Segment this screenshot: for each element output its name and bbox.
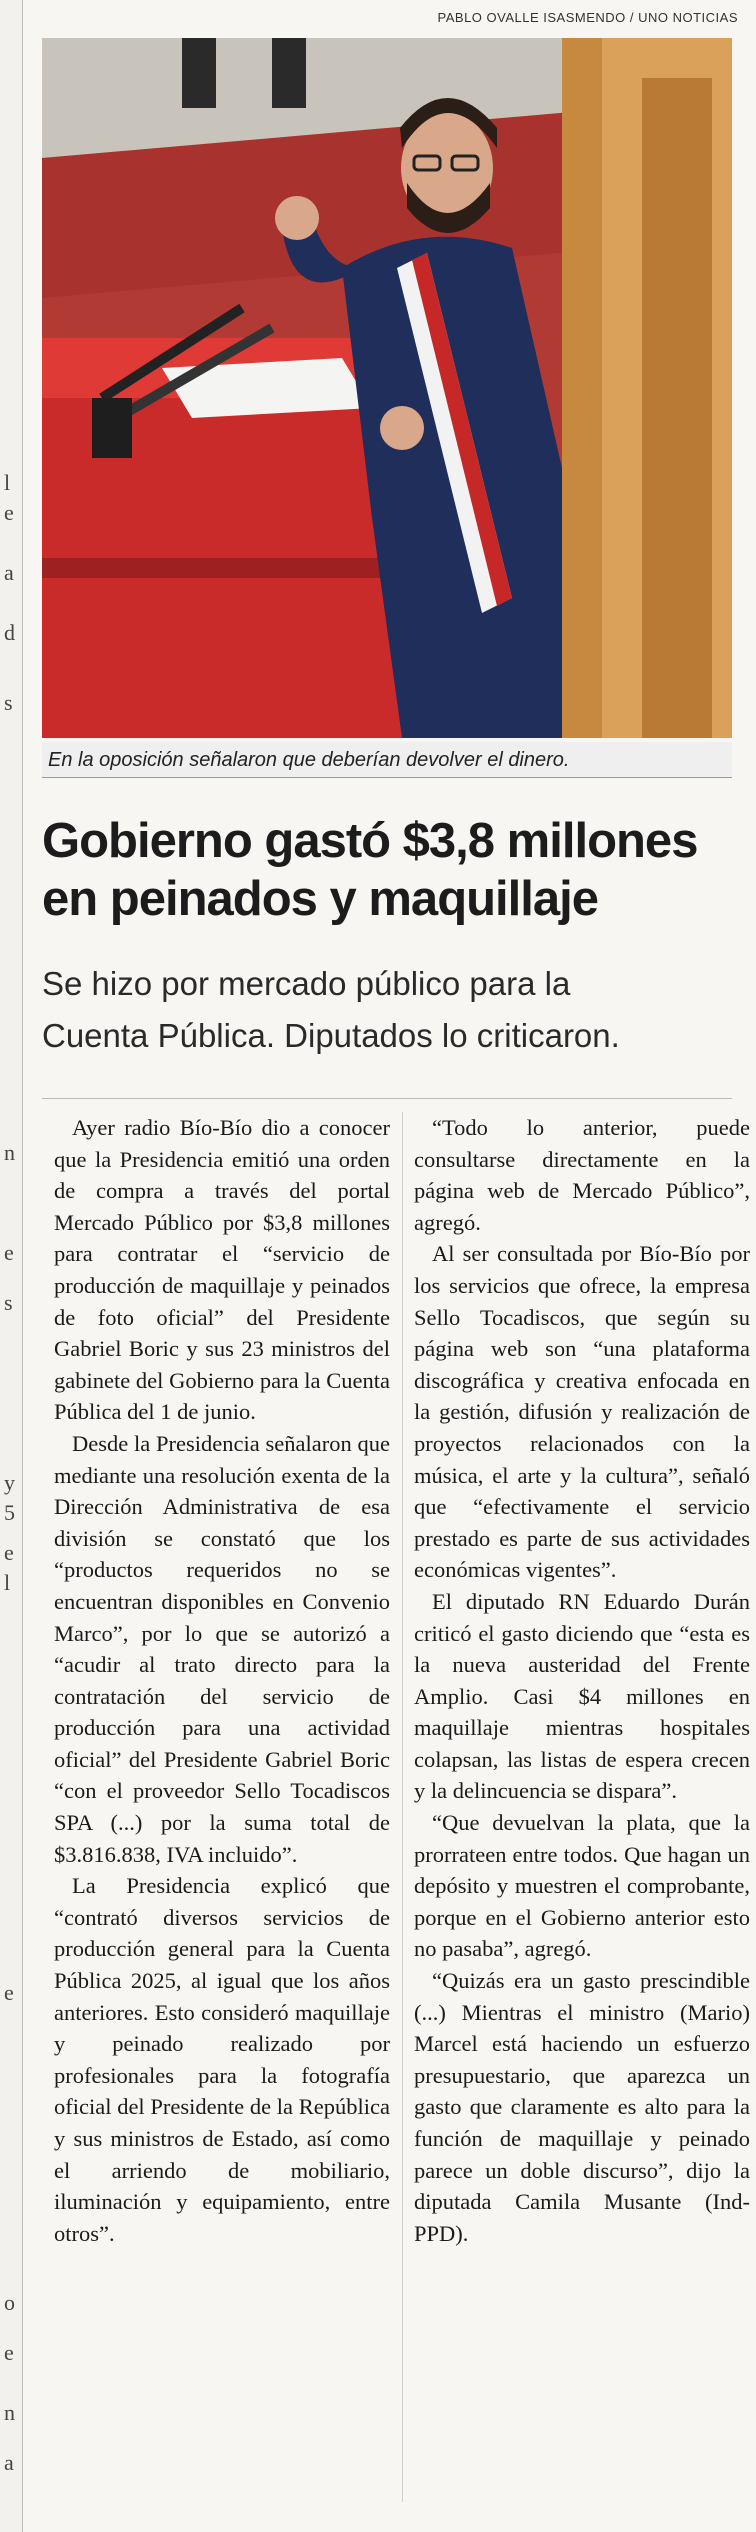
article-column-1 [54,1112,390,2512]
photo-credit: PABLO OVALLE ISASMENDO / UNO NOTICIAS [437,10,738,25]
margin-fragment: e [4,2340,14,2365]
paragraph: “Que devuelvan la plata, que la prorrateen entre todos. Que hagan un depósito y muestren el comprobante, porque en el Gobierno anterior esto no pasaba”, agregó. [414,1810,750,1962]
paragraph: El diputado RN Eduardo Durán criticó el gasto diciendo que “esta es la nueva austeridad del Frente Amplio. Casi $4 millones en maquillaje mientras hospitales colapsan, las listas de espera crecen y la delincuencia se dispara”. [414,1588,750,1804]
margin-fragment: a [4,2450,14,2475]
news-photo [42,38,732,738]
margin-fragment: d [4,620,15,645]
headline-line: en peinados y maquillaje [42,872,599,926]
article-column-2 [414,1112,750,2512]
paragraph: Ayer radio Bío-Bío dio a conocer que la Presidencia emitió una orden de compra a través del portal Mercado Público por $3,8 millones para contratar el “servicio de producción de maquillaje y peinados de foto oficial” del Presidente Gabriel Boric y sus 23 ministros del gabinete del Gobierno para la Cuenta Pública del 1 de junio. [54,1115,390,1425]
paragraph: La Presidencia explicó que “contrató diversos servicios de producción general para la Cuenta Pública 2025, al igual que los años anteriores. Esto consideró maquillaje y peinado realizado por profesionales para la fotografía oficial del Presidente de la República y sus ministros de Estado, así como el arriendo de mobiliario, iluminación y equipamiento, entre otros”. [54,1873,390,2246]
margin-fragment: 5 [4,1500,15,1525]
margin-fragment: e [4,1980,14,2005]
margin-fragment: n [4,1140,15,1165]
margin-fragment: a [4,560,14,585]
article-headline [42,812,742,928]
margin-fragment: e [4,1240,14,1265]
paragraph: Desde la Presidencia señalaron que mediante una resolución exenta de la Dirección Administrativa de esa división se constató que los “productos requeridos no se encuentran disponibles en Convenio Marco”, por lo que se autorizó a “acudir al trato directo para la contratación del servicio de producción para una actividad oficial” del Presidente Gabriel Boric “con el proveedor Sello Tocadiscos SPA (...) por la suma total de $3.816.838, IVA incluido”. [54,1430,390,1867]
paragraph: “Quizás era un gasto prescindible (...) Mientras el ministro (Mario) Marcel está haciendo un esfuerzo presupuestario, que aparezca un gasto que claramente es alto para la función de maquillaje y peinado parece un doble discurso”, dijo la diputada Camila Musante (Ind-PPD). [414,1968,750,2246]
paragraph: Al ser consultada por Bío-Bío por los servicios que ofrece, la empresa Sello Tocadiscos, que según su página web son “una plataforma discográfica y creativa enfocada en la gestión, difusión y realización de proyectos relacionados con la música, el arte y la cultura”, señaló que “efectivamente el servicio prestado es parte de sus actividades económicas vigentes”. [414,1241,750,1583]
paragraph: “Todo lo anterior, puede consultarse directamente en la página web de Mercado Público”, agregó. [414,1115,750,1235]
margin-fragment: y [4,1470,15,1495]
margin-fragment: l [4,1570,11,1595]
margin-fragment: s [4,690,13,715]
article-subhead [42,958,742,1062]
margin-fragment: s [4,1290,13,1315]
margin-fragment: o [4,2290,15,2315]
president-speech-photo-icon [42,38,732,738]
headline-line: Gobierno gastó $3,8 millones [42,814,698,868]
photo-caption: En la oposición señalaron que deberían devolver el dinero. [42,742,732,778]
subhead-line: Se hizo por mercado público para la [42,965,571,1002]
margin-fragment: l [4,470,11,495]
divider [42,1098,732,1099]
adjacent-column-edge [0,0,23,2532]
subhead-line: Cuenta Pública. Diputados lo criticaron. [42,1017,620,1054]
margin-fragment: e [4,500,14,525]
margin-fragment: n [4,2400,15,2425]
column-divider [402,1112,403,2502]
margin-fragment: e [4,1540,14,1565]
